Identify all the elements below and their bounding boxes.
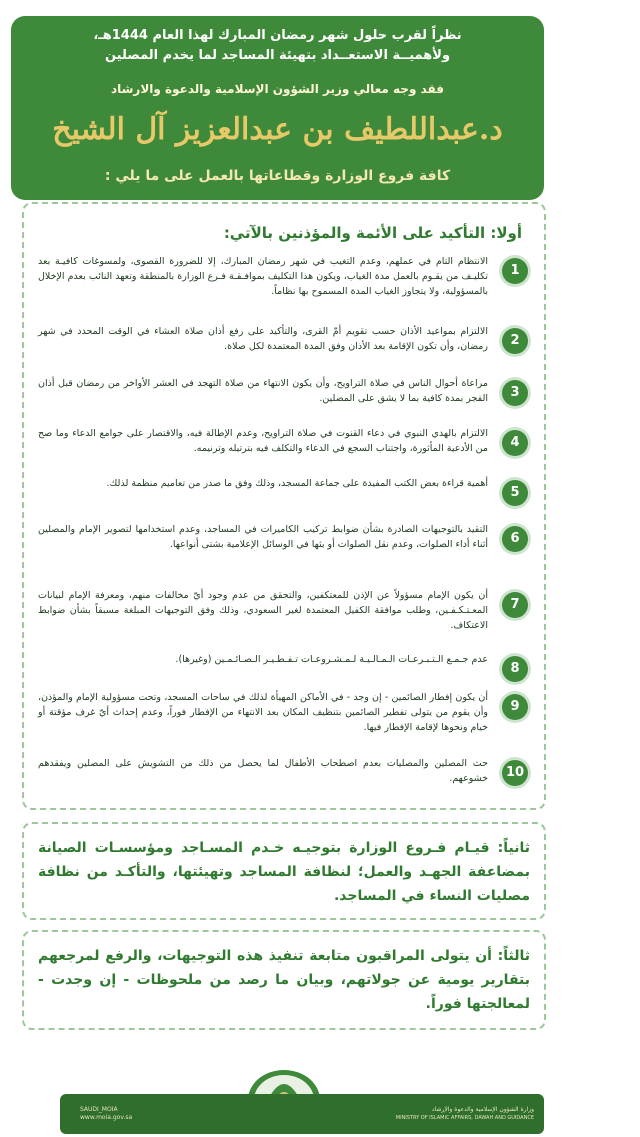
footer-social [80, 1106, 132, 1122]
item-text: التقيد بالتوجيهات الصادرة بشأن ضوابط تركيب الكاميرات في المساجد، وعدم استخدامها لتصوير الإمام والمصلين أثناء أداء الصلوات، وعدم نقل الصلوات أو بثها في الوسائل الإعلامية بشتى أنواعها. [38, 524, 488, 550]
item-number: 5 [502, 480, 528, 506]
item-number: 3 [502, 380, 528, 406]
section-2-box [22, 822, 546, 920]
ministry-name: وزارة الشؤون الإسلامية والدعوة والإرشاد [431, 1106, 534, 1113]
footer-ministry [384, 1106, 534, 1122]
item-text: عدم جـمـع الـتـبـرعـات الـمـالـيـة لـمـشـروعـات تـفـطـيـر الـصـائـمـين (وغيرها). [175, 654, 488, 665]
social-handle[interactable]: SAUDI_MOIA [80, 1106, 118, 1113]
item-text: أهمية قراءة بعض الكتب المفيدة على جماعة المسجد، وذلك وفق ما صدر من تعاميم منظمة لذلك. [106, 478, 488, 489]
list-item [36, 652, 528, 692]
header-line-2: ولأهميــة الاستعــداد بتهيئة المساجد لما يخدم المصلين [104, 48, 451, 63]
item-number: 1 [502, 258, 528, 284]
list-item [36, 756, 528, 796]
section-1-title: أولا: التأكيد على الأئمة والمؤذنين بالآتي: [223, 224, 522, 242]
list-item [36, 376, 528, 416]
header-line-1: نظراً لقرب حلول شهر رمضان المبارك لهذا العام 1444هـ، [93, 28, 462, 43]
item-number: 8 [502, 656, 528, 682]
item-text: مراعاة أحوال الناس في صلاة التراويح، وأن يكون الانتهاء من صلاة التهجد في العشر الأواخر من رمضان قبل أذان الفجر بمدة كافية بما لا يشق على المصلين. [38, 378, 488, 404]
item-text: الالتزام بمواعيد الأذان حسب تقويم أمّ القرى، والتأكيد على رفع أذان صلاة العشاء في الوقت المحدد في شهر رمضان، وأن تكون الإقامة بعد الأذان وفق المدة المعتمدة لكل صلاة. [38, 326, 488, 352]
section-3-box [22, 930, 546, 1030]
ministry-name-en: MINISTRY OF ISLAMIC AFFAIRS, DAWAH AND GUIDANCE [395, 1115, 534, 1121]
list-item [36, 324, 528, 364]
item-text: أن يكون الإمام مسؤولاً عن الإذن للمعتكفين، والتحقق من عدم وجود أيّ مخالفات منهم، ومعرفة الإمام لبيانات المعـتـكـفـين، وطلب موافقة الكفيل المعتمدة لغير السعودي، وذلك وفق التوجيهات المبلغة مسبقاً بشأن ضوابط الاعتكاف. [38, 590, 488, 631]
website-link[interactable]: www.moia.gov.sa [80, 1114, 133, 1121]
list-item [36, 522, 528, 562]
section-3-text: ثالثاً: أن يتولى المراقبون متابعة تنفيذ هذه التوجيهات، والرفع لمرجعهم بتقارير يومية عن جولاتهم، وبيان ما رصد من ملحوظات - إن وجدت - لمعالجتها فوراً. [38, 948, 530, 1012]
list-item [36, 476, 528, 516]
item-number: 4 [502, 430, 528, 456]
header-line-3: فقد وجه معالي وزير الشؤون الإسلامية والدعوة والارشاد [110, 82, 445, 96]
section-2-text: ثانياً: قيـام فـروع الوزارة بتوجيـه خـدم المسـاجد ومؤسسـات الصيانة بمضاعفة الجهـد والعمل؛ لنظافة المساجد وتهيئتها، والتأكـد من نظافة مصليات النساء في المساجد. [38, 840, 530, 904]
list-item [36, 426, 528, 466]
item-text: الانتظام التام في عملهم، وعدم التغيب في شهر رمضان المبارك، إلا للضرورة القصوى، ولمسوغات كافيـة بعد تكليـف من يقـوم بالعمل مدة الغياب، ويكون هذا التكليف بموافـقـة فـرع الوزارة بالمنطقة وتعهد النائب بعدم الإخلال بالمسؤولية، ولا يتجاوز الغياب المدة المسموح بها نظاماً. [38, 256, 488, 297]
header-line-4: كافة فروع الوزارة وقطاعاتها بالعمل على ما يلي : [104, 168, 451, 184]
item-number: 7 [502, 592, 528, 618]
item-number: 6 [502, 526, 528, 552]
item-number: 10 [502, 760, 528, 786]
item-text: أن يكون إفطار الصائمين - إن وجد - في الأماكن المهيأة لذلك في ساحات المسجد، وتحت مسؤولية الإمام والمؤذن، وأن يقوم من يتولى تفطير الصائمين بتنظيف المكان بعد الانتهاء من الإفطار فوراً، وعدم إحداث أيّ غرف مؤقتة أو خيام ونحوها لإقامة الإفطار فيها. [38, 692, 488, 733]
section-1-box [22, 202, 546, 810]
item-text: حث المصلين والمصليات بعدم اصطحاب الأطفال لما يحصل من ذلك من التشويش على المصلين ويفقدهم خشوعهم. [38, 758, 488, 784]
item-text: الالتزام بالهدي النبوي في دعاء القنوت في صلاة التراويح، وعدم الإطالة فيه، والاقتصار على جوامع الدعاء وما صح من الأدعية المأثورة، واجتناب السجع في الدعاء والتكلف فيه بترتيله وترنيمه. [38, 428, 488, 454]
minister-signature: د.عبداللطيف بن عبدالعزيز آل الشيخ [52, 112, 503, 147]
item-number: 9 [502, 694, 528, 720]
item-number: 2 [502, 328, 528, 354]
list-item [36, 588, 528, 631]
list-item [36, 690, 528, 733]
list-item [36, 254, 528, 297]
footer-bar [60, 1094, 544, 1134]
header-banner [11, 16, 544, 200]
